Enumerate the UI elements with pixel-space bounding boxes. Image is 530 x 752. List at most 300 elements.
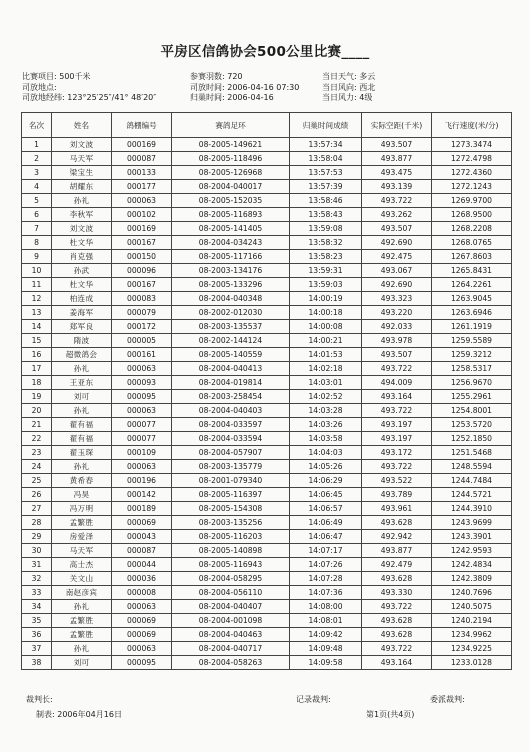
cell-ring: 08-2005-140898 (172, 544, 290, 558)
cell-rank: 16 (22, 348, 52, 362)
release-coords: 司放地经纬: 123°25′25″/41° 48′20″ (22, 93, 157, 102)
cell-arrival: 14:02:52 (290, 390, 362, 404)
table-row (22, 236, 512, 250)
cell-distance: 493.323 (362, 292, 432, 306)
chief-judge-label: 裁判长: (26, 695, 53, 704)
cell-rank: 30 (22, 544, 52, 558)
table-row (22, 208, 512, 222)
cell-distance: 493.197 (362, 418, 432, 432)
table-row (22, 446, 512, 460)
wind-direction: 当日风向: 西北 (322, 82, 376, 92)
cell-loft-id: 000150 (112, 250, 172, 264)
cell-loft-id: 000077 (112, 418, 172, 432)
cell-ring: 08-2004-040348 (172, 292, 290, 306)
cell-speed: 1259.3212 (432, 348, 512, 362)
cell-loft-id: 000087 (112, 152, 172, 166)
cell-rank: 32 (22, 572, 52, 586)
cell-rank: 3 (22, 166, 52, 180)
cell-distance: 492.475 (362, 250, 432, 264)
cell-arrival: 14:03:28 (290, 404, 362, 418)
cell-rank: 29 (22, 530, 52, 544)
cell-name: 高士杰 (52, 558, 112, 572)
race-item: 比赛项目: 500千米 (22, 72, 91, 81)
cell-arrival: 13:58:46 (290, 194, 362, 208)
cell-speed: 1242.3809 (432, 572, 512, 586)
cell-rank: 22 (22, 432, 52, 446)
cell-name: 孙礼 (52, 194, 112, 208)
cell-name: 李秋军 (52, 208, 112, 222)
cell-distance: 493.507 (362, 348, 432, 362)
cell-name: 刘可 (52, 390, 112, 404)
cell-name: 翟有福 (52, 432, 112, 446)
cell-ring: 08-2004-058263 (172, 656, 290, 670)
cell-distance: 493.067 (362, 264, 432, 278)
cell-arrival: 14:09:58 (290, 656, 362, 670)
cell-rank: 8 (22, 236, 52, 250)
cell-ring: 08-2003-258454 (172, 390, 290, 404)
cell-rank: 37 (22, 642, 52, 656)
cell-name: 刘可 (52, 656, 112, 670)
table-row (22, 558, 512, 572)
cell-name: 杜文华 (52, 236, 112, 250)
cell-name: 胡耀东 (52, 180, 112, 194)
cell-loft-id: 000161 (112, 348, 172, 362)
cell-ring: 08-2004-057907 (172, 446, 290, 460)
results-table (21, 112, 512, 670)
cell-loft-id: 000069 (112, 516, 172, 530)
cell-name: 黄希春 (52, 474, 112, 488)
table-row (22, 334, 512, 348)
cell-distance: 492.690 (362, 236, 432, 250)
cell-ring: 08-2004-001098 (172, 614, 290, 628)
cell-distance: 492.479 (362, 558, 432, 572)
table-row (22, 390, 512, 404)
cell-loft-id: 000036 (112, 572, 172, 586)
cell-loft-id: 000167 (112, 236, 172, 250)
header-distance: 实际空距(千米) (362, 113, 432, 138)
cell-ring: 08-2005-126968 (172, 166, 290, 180)
cell-ring: 08-2005-149621 (172, 138, 290, 152)
cell-distance: 493.522 (362, 474, 432, 488)
table-row (22, 642, 512, 656)
cell-distance: 493.961 (362, 502, 432, 516)
table-row (22, 278, 512, 292)
cell-loft-id: 000063 (112, 600, 172, 614)
table-row (22, 628, 512, 642)
cell-name: 梁宝生 (52, 166, 112, 180)
table-row (22, 600, 512, 614)
cell-name: 肖克强 (52, 250, 112, 264)
table-row (22, 460, 512, 474)
table-row (22, 362, 512, 376)
cell-arrival: 14:05:26 (290, 460, 362, 474)
cell-ring: 08-2003-135779 (172, 460, 290, 474)
cell-rank: 6 (22, 208, 52, 222)
cell-ring: 08-2004-040407 (172, 600, 290, 614)
cell-ring: 08-2002-012030 (172, 306, 290, 320)
header-arrival: 归巢时间成绩 (290, 113, 362, 138)
cell-speed: 1268.2208 (432, 222, 512, 236)
cell-name: 马天军 (52, 544, 112, 558)
cell-name: 孙礼 (52, 404, 112, 418)
cell-arrival: 14:00:19 (290, 292, 362, 306)
table-row (22, 404, 512, 418)
cell-distance: 492.942 (362, 530, 432, 544)
cell-loft-id: 000087 (112, 544, 172, 558)
table-row (22, 530, 512, 544)
cell-speed: 1253.5720 (432, 418, 512, 432)
cell-arrival: 14:09:48 (290, 642, 362, 656)
cell-rank: 14 (22, 320, 52, 334)
table-row (22, 306, 512, 320)
cell-speed: 1267.8603 (432, 250, 512, 264)
cell-loft-id: 000077 (112, 432, 172, 446)
cell-speed: 1268.0765 (432, 236, 512, 250)
cell-ring: 08-2004-040017 (172, 180, 290, 194)
cell-speed: 1234.9225 (432, 642, 512, 656)
table-row (22, 292, 512, 306)
cell-distance: 493.877 (362, 152, 432, 166)
header-name: 姓名 (52, 113, 112, 138)
header-ring: 赛鸽足环 (172, 113, 290, 138)
cell-arrival: 13:59:03 (290, 278, 362, 292)
cell-arrival: 14:03:58 (290, 432, 362, 446)
cell-ring: 08-2005-116397 (172, 488, 290, 502)
cell-ring: 08-2004-040717 (172, 642, 290, 656)
cell-loft-id: 000172 (112, 320, 172, 334)
cell-arrival: 14:07:26 (290, 558, 362, 572)
cell-loft-id: 000095 (112, 390, 172, 404)
release-time: 司放时间: 2006-04-16 07:30 (190, 82, 300, 92)
weather: 当日天气: 多云 (322, 72, 376, 81)
cell-name: 关文山 (52, 572, 112, 586)
cell-speed: 1254.8001 (432, 404, 512, 418)
cell-speed: 1265.8431 (432, 264, 512, 278)
cell-loft-id: 000063 (112, 642, 172, 656)
cell-arrival: 14:00:21 (290, 334, 362, 348)
release-location: 司放地点: (22, 82, 57, 92)
cell-loft-id: 000079 (112, 306, 172, 320)
cell-speed: 1243.9699 (432, 516, 512, 530)
cell-arrival: 14:06:45 (290, 488, 362, 502)
entry-count: 参赛羽数: 720 (190, 72, 243, 81)
cell-rank: 35 (22, 614, 52, 628)
cell-name: 隋波 (52, 334, 112, 348)
cell-ring: 08-2005-141405 (172, 222, 290, 236)
cell-loft-id: 000196 (112, 474, 172, 488)
cell-rank: 7 (22, 222, 52, 236)
cell-speed: 1242.4834 (432, 558, 512, 572)
cell-name: 孟繁胜 (52, 516, 112, 530)
cell-speed: 1240.5075 (432, 600, 512, 614)
cell-distance: 493.722 (362, 194, 432, 208)
cell-name: 杜文华 (52, 278, 112, 292)
cell-loft-id: 000044 (112, 558, 172, 572)
cell-loft-id: 000069 (112, 614, 172, 628)
return-date: 归巢时间: 2006-04-16 (190, 93, 274, 102)
cell-loft-id: 000177 (112, 180, 172, 194)
table-row (22, 222, 512, 236)
cell-loft-id: 000169 (112, 138, 172, 152)
race-info (22, 72, 512, 104)
cell-ring: 08-2004-040463 (172, 628, 290, 642)
cell-arrival: 14:09:42 (290, 628, 362, 642)
cell-distance: 494.009 (362, 376, 432, 390)
cell-speed: 1240.7696 (432, 586, 512, 600)
cell-speed: 1261.1919 (432, 320, 512, 334)
cell-ring: 08-2004-033597 (172, 418, 290, 432)
recorder-label: 记录裁判: (296, 695, 331, 704)
cell-ring: 08-2004-056110 (172, 586, 290, 600)
cell-distance: 492.033 (362, 320, 432, 334)
table-row (22, 376, 512, 390)
cell-loft-id: 000043 (112, 530, 172, 544)
cell-loft-id: 000063 (112, 404, 172, 418)
cell-loft-id: 000167 (112, 278, 172, 292)
cell-arrival: 13:58:43 (290, 208, 362, 222)
cell-name: 姜海军 (52, 306, 112, 320)
cell-loft-id: 000133 (112, 166, 172, 180)
table-row (22, 614, 512, 628)
cell-rank: 11 (22, 278, 52, 292)
cell-name: 孙武 (52, 264, 112, 278)
cell-arrival: 14:07:28 (290, 572, 362, 586)
cell-arrival: 13:58:23 (290, 250, 362, 264)
cell-loft-id: 000063 (112, 362, 172, 376)
cell-name: 翟有福 (52, 418, 112, 432)
cell-name: 王亚东 (52, 376, 112, 390)
cell-speed: 1269.9700 (432, 194, 512, 208)
cell-ring: 08-2003-135256 (172, 516, 290, 530)
cell-distance: 493.628 (362, 614, 432, 628)
cell-ring: 08-2005-154308 (172, 502, 290, 516)
table-row (22, 544, 512, 558)
cell-speed: 1263.6946 (432, 306, 512, 320)
cell-distance: 493.507 (362, 222, 432, 236)
cell-loft-id: 000102 (112, 208, 172, 222)
cell-name: 冯万明 (52, 502, 112, 516)
cell-distance: 493.164 (362, 390, 432, 404)
cell-ring: 08-2004-040413 (172, 362, 290, 376)
cell-distance: 493.722 (362, 404, 432, 418)
cell-distance: 493.722 (362, 460, 432, 474)
cell-distance: 493.139 (362, 180, 432, 194)
table-row (22, 418, 512, 432)
cell-name: 柏连成 (52, 292, 112, 306)
cell-speed: 1256.9670 (432, 376, 512, 390)
cell-rank: 36 (22, 628, 52, 642)
cell-distance: 493.789 (362, 488, 432, 502)
cell-rank: 26 (22, 488, 52, 502)
cell-speed: 1248.5594 (432, 460, 512, 474)
cell-arrival: 14:08:01 (290, 614, 362, 628)
header-speed: 飞行速度(米/分) (432, 113, 512, 138)
cell-loft-id: 000095 (112, 656, 172, 670)
cell-rank: 5 (22, 194, 52, 208)
cell-loft-id: 000096 (112, 264, 172, 278)
cell-speed: 1272.1243 (432, 180, 512, 194)
cell-arrival: 14:08:00 (290, 600, 362, 614)
cell-arrival: 14:00:08 (290, 320, 362, 334)
cell-ring: 08-2005-116203 (172, 530, 290, 544)
cell-speed: 1251.5468 (432, 446, 512, 460)
cell-arrival: 14:03:26 (290, 418, 362, 432)
cell-arrival: 14:02:18 (290, 362, 362, 376)
cell-distance: 493.172 (362, 446, 432, 460)
cell-ring: 08-2004-034243 (172, 236, 290, 250)
table-row (22, 264, 512, 278)
table-row (22, 138, 512, 152)
cell-rank: 33 (22, 586, 52, 600)
cell-arrival: 14:06:49 (290, 516, 362, 530)
cell-name: 马天军 (52, 152, 112, 166)
cell-name: 南赵彦宾 (52, 586, 112, 600)
cell-distance: 493.475 (362, 166, 432, 180)
table-row (22, 488, 512, 502)
cell-rank: 19 (22, 390, 52, 404)
cell-name: 郑军良 (52, 320, 112, 334)
cell-name: 孟繁胜 (52, 628, 112, 642)
cell-speed: 1243.3901 (432, 530, 512, 544)
cell-arrival: 14:06:57 (290, 502, 362, 516)
table-row (22, 474, 512, 488)
cell-arrival: 13:57:34 (290, 138, 362, 152)
cell-arrival: 13:58:32 (290, 236, 362, 250)
table-row (22, 166, 512, 180)
cell-arrival: 14:00:18 (290, 306, 362, 320)
cell-distance: 493.628 (362, 572, 432, 586)
table-row (22, 320, 512, 334)
cell-loft-id: 000169 (112, 222, 172, 236)
cell-ring: 08-2003-134176 (172, 264, 290, 278)
header-rank: 名次 (22, 113, 52, 138)
cell-distance: 493.220 (362, 306, 432, 320)
cell-speed: 1233.0128 (432, 656, 512, 670)
table-row (22, 656, 512, 670)
cell-rank: 38 (22, 656, 52, 670)
cell-distance: 493.722 (362, 600, 432, 614)
cell-speed: 1252.1850 (432, 432, 512, 446)
cell-name: 孟繁胜 (52, 614, 112, 628)
cell-loft-id: 000142 (112, 488, 172, 502)
cell-speed: 1272.4798 (432, 152, 512, 166)
cell-ring: 08-2005-140559 (172, 348, 290, 362)
cell-distance: 493.164 (362, 656, 432, 670)
cell-arrival: 14:01:53 (290, 348, 362, 362)
wind-force: 当日风力: 4级 (322, 93, 373, 102)
cell-arrival: 13:59:08 (290, 222, 362, 236)
cell-speed: 1240.2194 (432, 614, 512, 628)
cell-ring: 08-2004-019814 (172, 376, 290, 390)
page-number: 第1页(共4页) (366, 710, 415, 719)
cell-speed: 1268.9500 (432, 208, 512, 222)
cell-rank: 24 (22, 460, 52, 474)
cell-ring: 08-2005-116893 (172, 208, 290, 222)
cell-distance: 493.978 (362, 334, 432, 348)
table-row (22, 502, 512, 516)
cell-speed: 1255.2961 (432, 390, 512, 404)
table-header-row (22, 113, 512, 138)
cell-rank: 31 (22, 558, 52, 572)
cell-distance: 492.690 (362, 278, 432, 292)
cell-loft-id: 000008 (112, 586, 172, 600)
cell-arrival: 14:03:01 (290, 376, 362, 390)
cell-distance: 493.628 (362, 628, 432, 642)
cell-rank: 9 (22, 250, 52, 264)
cell-arrival: 13:57:39 (290, 180, 362, 194)
cell-rank: 28 (22, 516, 52, 530)
cell-rank: 15 (22, 334, 52, 348)
cell-name: 冯昊 (52, 488, 112, 502)
cell-ring: 08-2001-079340 (172, 474, 290, 488)
cell-rank: 34 (22, 600, 52, 614)
cell-loft-id: 000063 (112, 460, 172, 474)
cell-speed: 1244.3910 (432, 502, 512, 516)
cell-speed: 1272.4360 (432, 166, 512, 180)
cell-ring: 08-2005-152035 (172, 194, 290, 208)
made-by: 制表: 2006年04月16日 (36, 710, 122, 719)
cell-arrival: 14:06:29 (290, 474, 362, 488)
cell-arrival: 13:58:04 (290, 152, 362, 166)
table-row (22, 432, 512, 446)
table-row (22, 516, 512, 530)
cell-ring: 08-2004-058295 (172, 572, 290, 586)
cell-loft-id: 000093 (112, 376, 172, 390)
cell-speed: 1263.9045 (432, 292, 512, 306)
cell-arrival: 14:07:36 (290, 586, 362, 600)
cell-speed: 1244.5721 (432, 488, 512, 502)
table-row (22, 586, 512, 600)
cell-distance: 493.507 (362, 138, 432, 152)
cell-name: 刘文波 (52, 222, 112, 236)
cell-name: 孙礼 (52, 642, 112, 656)
cell-speed: 1244.7484 (432, 474, 512, 488)
cell-distance: 493.628 (362, 516, 432, 530)
cell-ring: 08-2002-144124 (172, 334, 290, 348)
cell-loft-id: 000069 (112, 628, 172, 642)
cell-rank: 21 (22, 418, 52, 432)
table-row (22, 572, 512, 586)
cell-rank: 1 (22, 138, 52, 152)
cell-name: 孙礼 (52, 460, 112, 474)
cell-speed: 1258.5317 (432, 362, 512, 376)
cell-rank: 2 (22, 152, 52, 166)
cell-loft-id: 000063 (112, 194, 172, 208)
table-row (22, 180, 512, 194)
cell-loft-id: 000083 (112, 292, 172, 306)
cell-speed: 1234.9962 (432, 628, 512, 642)
table-row (22, 152, 512, 166)
cell-name: 翟玉琛 (52, 446, 112, 460)
committee-label: 委派裁判: (430, 695, 465, 704)
cell-rank: 27 (22, 502, 52, 516)
table-row (22, 348, 512, 362)
cell-arrival: 13:59:31 (290, 264, 362, 278)
cell-rank: 17 (22, 362, 52, 376)
cell-speed: 1259.5589 (432, 334, 512, 348)
cell-distance: 493.330 (362, 586, 432, 600)
table-row (22, 194, 512, 208)
cell-ring: 08-2003-135537 (172, 320, 290, 334)
cell-rank: 20 (22, 404, 52, 418)
cell-ring: 08-2005-118496 (172, 152, 290, 166)
cell-arrival: 13:57:53 (290, 166, 362, 180)
cell-arrival: 14:07:17 (290, 544, 362, 558)
page-title: 平房区信鸽协会500公里比赛____ (160, 44, 370, 60)
cell-ring: 08-2004-033594 (172, 432, 290, 446)
cell-distance: 493.722 (362, 362, 432, 376)
cell-loft-id: 000189 (112, 502, 172, 516)
